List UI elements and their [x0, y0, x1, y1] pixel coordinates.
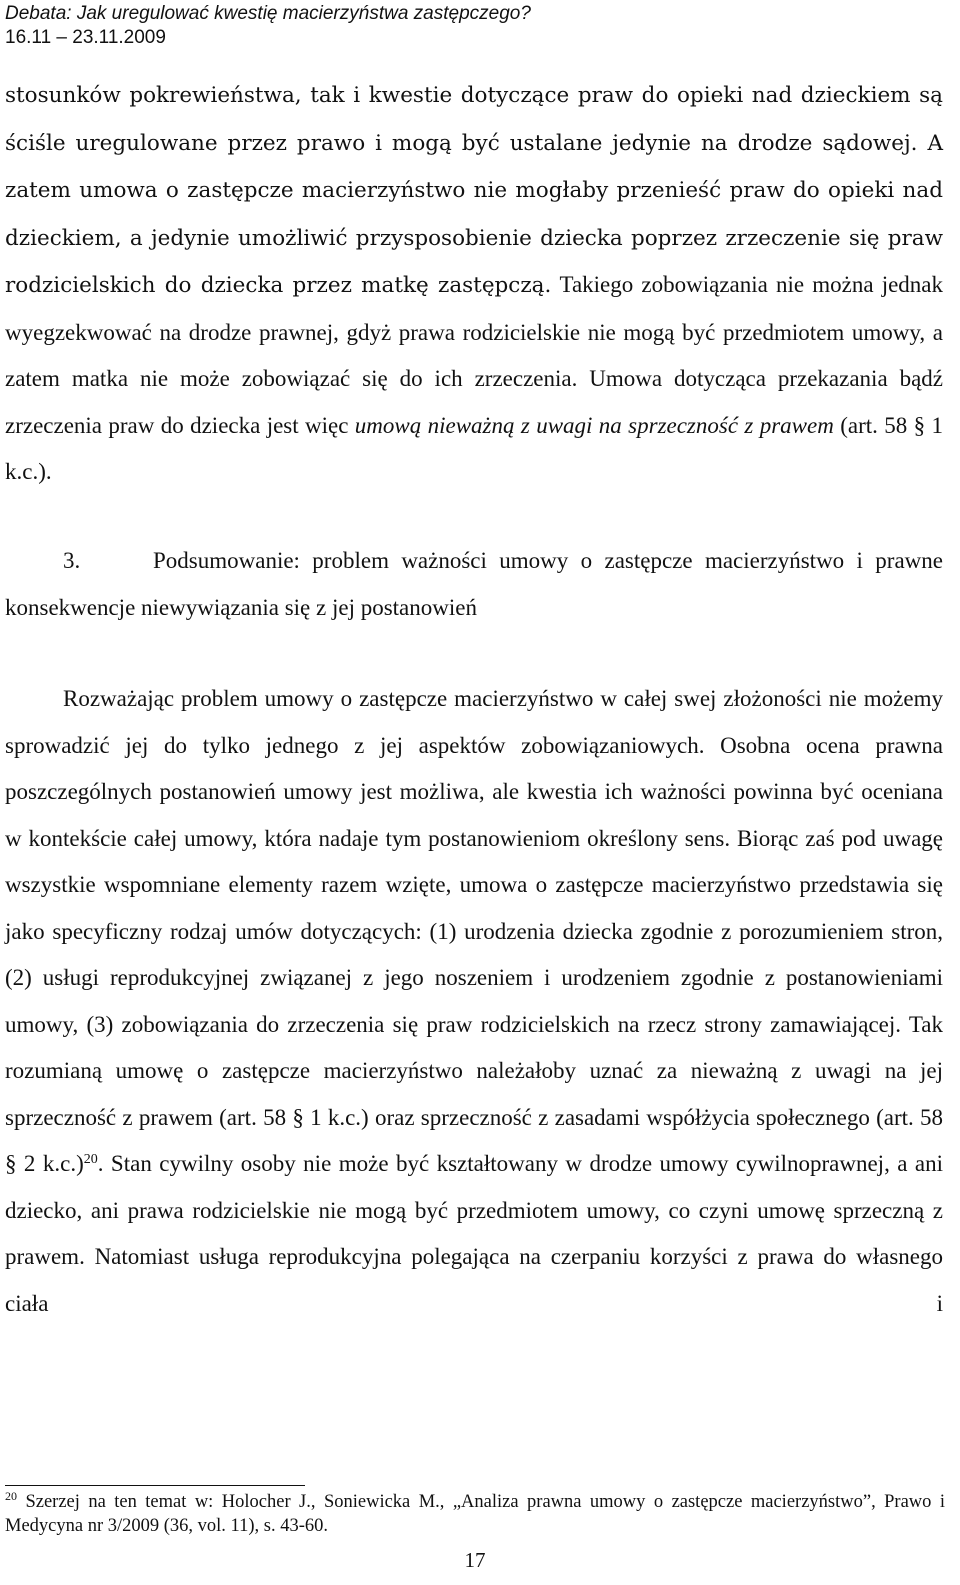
summary-paragraph	[5, 676, 943, 1327]
paragraph-italic-phrase: umową nieważną z uwagi na sprzeczność z prawem	[354, 412, 834, 438]
paragraph-part-a: stosunków pokrewieństwa, tak i kwestie dotyczące praw do opieki nad dzieckiem są ściśle uregulowane przez prawo i mogą być ustalane jedynie na drodze sądowej. A zatem umowa o zastępcze macierzyństwo nie mogłaby przenieść praw do opieki nad dzieckiem, a jedynie umożliwić przysposobienie dziecka poprzez zrzeczenie się praw rodzicielskich do dziecka przez matkę zastępczą.	[5, 83, 943, 298]
summary-text-continued: . Stan cywilny osoby nie może być kształtowany w drodze umowy cywilnoprawnej, a ani dziecko, ani prawa rodzicielskie nie mogą być przedmiotem umowy, co czyni umowę sprzeczną z prawem. Natomiast usługa reprodukcyjna polegająca na czerpaniu korzyści z prawa do własnego ciała i	[5, 1151, 944, 1316]
paragraph-part-d: (art. 58 § 1 k.c.).	[5, 412, 944, 484]
running-header	[5, 2, 955, 50]
summary-text: Rozważając problem umowy o zastępcze macierzyństwo w całej swej złożoności nie możemy sprowadzić jej do tylko jednego z jej aspektów zobowiązaniowych. Osobna ocena prawna poszczególnych postanowień umowy jest możliwa, ale kwestia ich ważności powinna być oceniana w kontekście całej umowy, która nadaje tym postanowieniom określony sens. Biorąc zaś pod uwagę wszystkie wspomniane elementy razem wzięte, umowa o zastępcze macierzyństwo przedstawia się jako specyficzny rodzaj umów dotyczących: (1) urodzenia dziecka zgodnie z porozumieniem stron, (2) usługi reprodukcyjnej związanej z jego noszeniem i urodzeniem zgodnie z postanowieniami umowy, (3) zobowiązania do zrzeczenia się praw rodzicielskich na rzecz strony zamawiającej. Tak rozumianą umowę o zastępcze macierzyństwo należałoby uznać za nieważną z uwagi na jej sprzeczność z prawem (art. 58 § 1 k.c.) oraz sprzeczność z zasadami współżycia społecznego (art. 58 § 2 k.c.)	[5, 686, 943, 1176]
footnote-separator	[5, 1485, 305, 1486]
footnote-number: 20	[5, 1489, 17, 1503]
header-dates: 16.11 – 23.11.2009	[5, 27, 166, 48]
page-number: 17	[464, 1548, 486, 1572]
section-title: Podsumowanie: problem ważności umowy o zastępcze macierzyństwo i prawne konsekwencje niewywiązania się z jej postanowień	[5, 548, 943, 620]
paragraph-part-c: Umowa dotycząca przekazania bądź zrzeczenia praw do dziecka jest więc	[5, 366, 943, 438]
footnote-text: Szerzej na ten temat w: Holocher J., Soniewicka M., „Analiza prawna umowy o zastępcze macierzyństwo”, Prawo i Medycyna nr 3/2009 (36, vol. 11), s. 43-60.	[5, 1492, 945, 1536]
section-heading	[5, 538, 943, 631]
section-number: 3.	[63, 548, 81, 573]
header-title: Debata: Jak uregulować kwestię macierzyństwa zastępczego?	[5, 3, 531, 24]
footnote	[5, 1490, 945, 1538]
paragraph-continued	[5, 72, 943, 496]
paragraph-part-b: Takiego zobowiązania nie można jednak wyegzekwować na drodze prawnej, gdyż prawa rodzicielskie nie mogą być przedmiotem umowy, a zatem matka nie może zobowiązać się do ich zrzeczenia.	[5, 272, 943, 391]
footnote-reference[interactable]: 20	[83, 1152, 98, 1167]
